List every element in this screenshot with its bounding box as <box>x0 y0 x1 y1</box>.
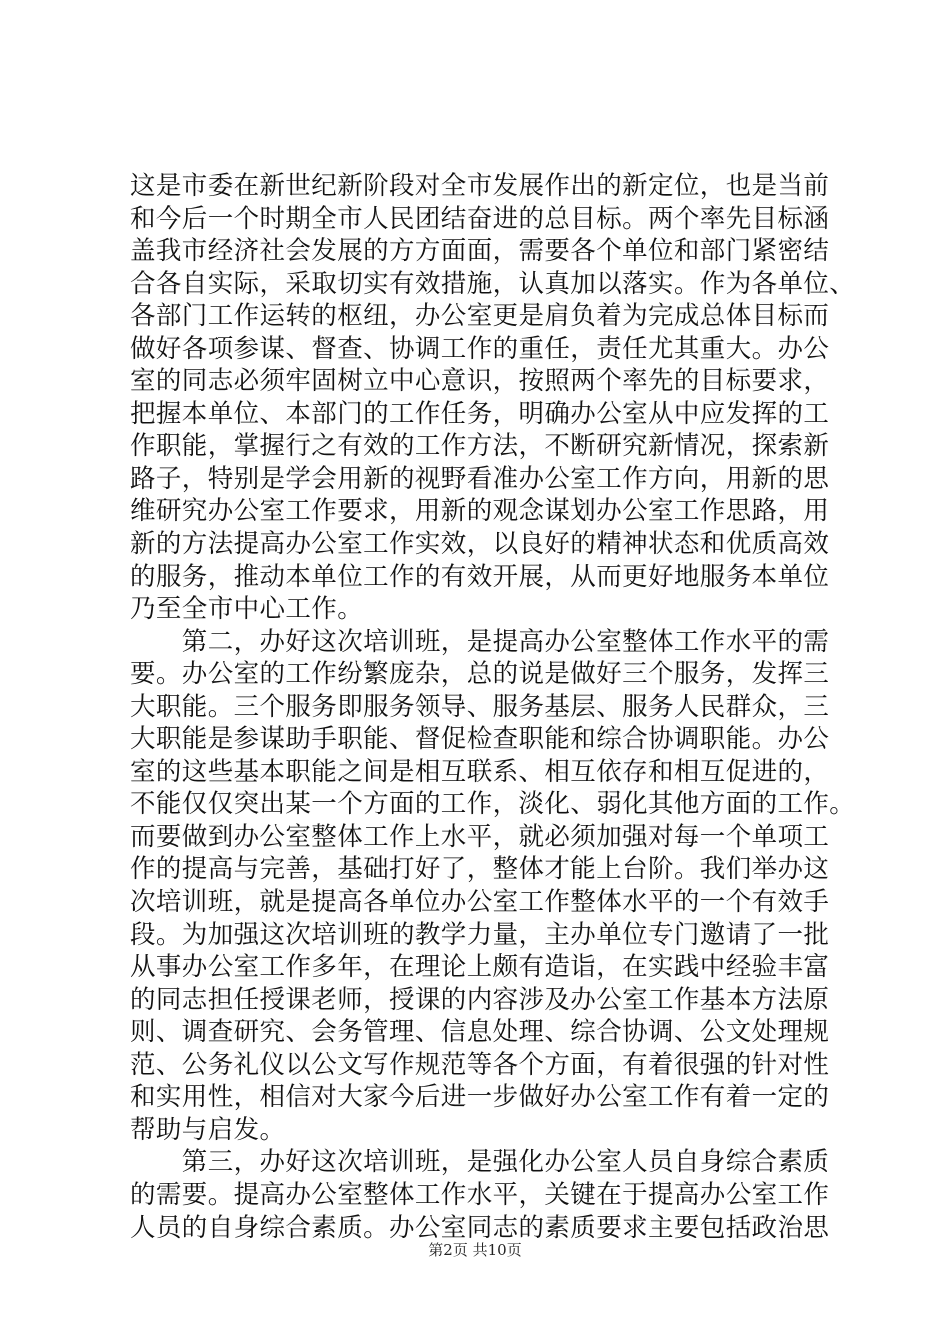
body-text <box>130 170 856 1244</box>
text-line: 把握本单位、本部门的工作任务，明确办公室从中应发挥的工 <box>130 398 830 429</box>
text-line: 作职能，掌握行之有效的工作方法，不断研究新情况，探索新 <box>130 431 830 462</box>
text-line: 而要做到办公室整体工作上水平，就必须加强对每一个单项工 <box>130 821 830 852</box>
text-line: 的服务，推动本单位工作的有效开展，从而更好地服务本单位 <box>130 561 830 592</box>
text-line: 帮助与启发。 <box>130 1114 286 1145</box>
text-line: 维研究办公室工作要求，用新的观念谋划办公室工作思路，用 <box>130 496 830 527</box>
text-line: 不能仅仅突出某一个方面的工作，淡化、弱化其他方面的工作。 <box>130 789 856 820</box>
text-line: 盖我市经济社会发展的方方面面，需要各个单位和部门紧密结 <box>130 236 830 267</box>
text-line: 这是市委在新世纪新阶段对全市发展作出的新定位，也是当前 <box>130 171 830 201</box>
text-line: 段。为加强这次培训班的教学力量，主办单位专门邀请了一批 <box>130 919 830 950</box>
text-line: 新的方法提高办公室工作实效，以良好的精神状态和优质高效 <box>130 529 830 560</box>
text-line: 各部门工作运转的枢纽，办公室更是肩负着为完成总体目标而 <box>130 301 830 332</box>
text-line: 室的同志必须牢固树立中心意识，按照两个率先的目标要求， <box>130 366 830 397</box>
text-line: 要。办公室的工作纷繁庞杂，总的说是做好三个服务，发挥三 <box>130 659 830 690</box>
text-line: 的需要。提高办公室整体工作水平，关键在于提高办公室工作 <box>130 1179 830 1210</box>
text-line: 从事办公室工作多年，在理论上颇有造诣，在实践中经验丰富 <box>130 952 830 983</box>
text-line: 则、调查研究、会务管理、信息处理、综合协调、公文处理规 <box>130 1017 830 1048</box>
text-line: 乃至全市中心工作。 <box>130 594 364 625</box>
text-line: 大职能。三个服务即服务领导、服务基层、服务人民群众，三 <box>130 691 830 722</box>
page-number-footer: 第2页 共10页 <box>428 1241 522 1259</box>
text-line: 范、公务礼仪以公文写作规范等各个方面，有着很强的针对性 <box>130 1049 830 1080</box>
text-line: 室的这些基本职能之间是相互联系、相互依存和相互促进的， <box>130 756 830 787</box>
text-line: 做好各项参谋、督查、协调工作的重任，责任尤其重大。办公 <box>130 333 830 364</box>
text-line: 路子，特别是学会用新的视野看准办公室工作方向，用新的思 <box>130 463 830 494</box>
text-line: 合各自实际，采取切实有效措施，认真加以落实。作为各单位、 <box>130 268 856 299</box>
text-line: 和实用性，相信对大家今后进一步做好办公室工作有着一定的 <box>130 1082 830 1113</box>
text-line: 第二，办好这次培训班，是提高办公室整体工作水平的需 <box>130 626 830 657</box>
text-line: 的同志担任授课老师，授课的内容涉及办公室工作基本方法原 <box>130 984 830 1015</box>
text-line: 大职能是参谋助手职能、督促检查职能和综合协调职能。办公 <box>130 724 830 755</box>
text-line: 第三，办好这次培训班，是强化办公室人员自身综合素质 <box>130 1147 830 1178</box>
text-line: 作的提高与完善，基础打好了，整体才能上台阶。我们举办这 <box>130 854 830 885</box>
text-line: 次培训班，就是提高各单位办公室工作整体水平的一个有效手 <box>130 887 830 918</box>
text-line: 人员的自身综合素质。办公室同志的素质要求主要包括政治思 <box>130 1212 830 1243</box>
text-line: 和今后一个时期全市人民团结奋进的总目标。两个率先目标涵 <box>130 203 830 234</box>
